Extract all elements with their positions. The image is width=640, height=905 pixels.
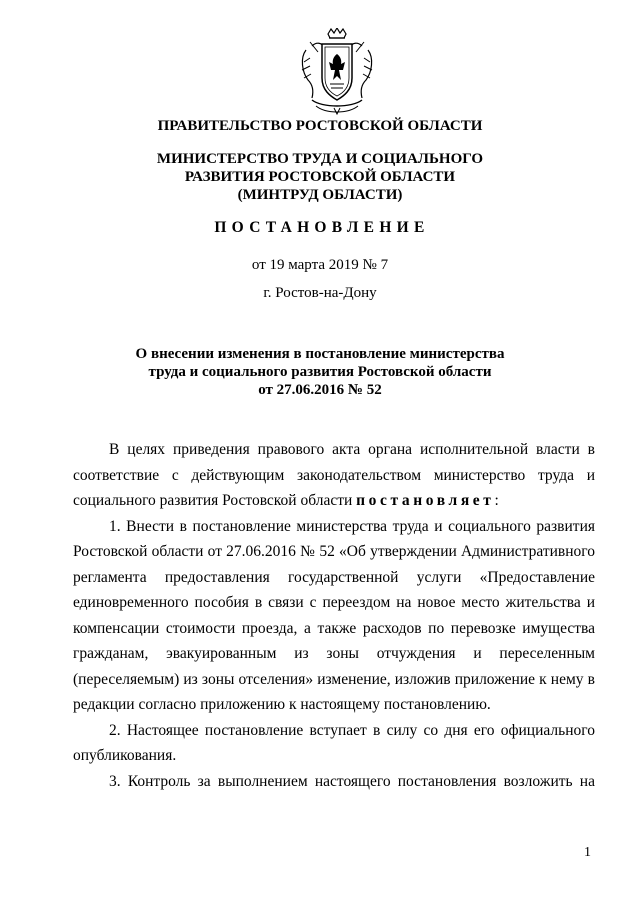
body-line: соответствие с действующим законодательством министерство труда и bbox=[73, 466, 595, 484]
paragraph-1-line: единовременного пособия в связи с переездом на новое место жительства и bbox=[73, 594, 595, 611]
document-city: г. Ростов-на-Дону bbox=[263, 285, 377, 301]
resolution-keyword: постановляет bbox=[356, 492, 495, 509]
ministry-line: РАЗВИТИЯ РОСТОВСКОЙ ОБЛАСТИ bbox=[184, 169, 456, 185]
document-type-title: ПОСТАНОВЛЕНИЕ bbox=[214, 219, 430, 236]
paragraph-2-line: 2. Настоящее постановление вступает в силу со дня его официального bbox=[109, 721, 595, 739]
government-name: ПРАВИТЕЛЬСТВО РОСТОВСКОЙ ОБЛАСТИ bbox=[157, 118, 483, 134]
paragraph-1-line: регламента предоставления государственной услуги «Предоставление bbox=[73, 568, 595, 586]
body-text: социального развития Ростовской области bbox=[73, 492, 357, 509]
paragraph-3-line: 3. Контроль за выполнением настоящего постановления возложить на bbox=[109, 772, 595, 790]
body-line-resolution bbox=[73, 488, 595, 514]
colon: : bbox=[494, 492, 499, 509]
subject-line: О внесении изменения в постановление министерства bbox=[135, 346, 505, 362]
paragraph-2-line: опубликования. bbox=[73, 747, 177, 764]
ministry-line: (МИНТРУД ОБЛАСТИ) bbox=[237, 187, 403, 203]
page-number: 1 bbox=[584, 845, 591, 860]
paragraph-1-line: 1. Внести в постановление министерства труда и социального развития bbox=[109, 517, 595, 535]
document-subject bbox=[0, 345, 640, 399]
document-body bbox=[73, 437, 595, 794]
rostov-oblast-coat-of-arms-icon bbox=[298, 28, 376, 116]
ministry-line: МИНИСТЕРСТВО ТРУДА И СОЦИАЛЬНОГО bbox=[156, 151, 484, 167]
paragraph-1-line: (переселяемым) из зоны отселения» изменение, изложив приложение к нему в bbox=[73, 670, 595, 688]
paragraph-1-line: гражданам, эвакуированным из зоны отчуждения и переселенным bbox=[73, 645, 595, 662]
body-line: В целях приведения правового акта органа исполнительной власти в bbox=[109, 441, 595, 458]
paragraph-1-line: Ростовской области от 27.06.2016 № 52 «Об утверждении Административного bbox=[73, 543, 595, 560]
paragraph-1-line: компенсации стоимости проезда, а также расходов по перевозке имущества bbox=[73, 619, 595, 637]
paragraph-1-line: редакции согласно приложению к настоящему постановлению. bbox=[73, 696, 491, 713]
document-date: от 19 марта 2019 № 7 bbox=[251, 257, 389, 273]
subject-line: от 27.06.2016 № 52 bbox=[258, 382, 382, 398]
ministry-name bbox=[0, 150, 640, 204]
subject-line: труда и социального развития Ростовской области bbox=[148, 364, 492, 380]
